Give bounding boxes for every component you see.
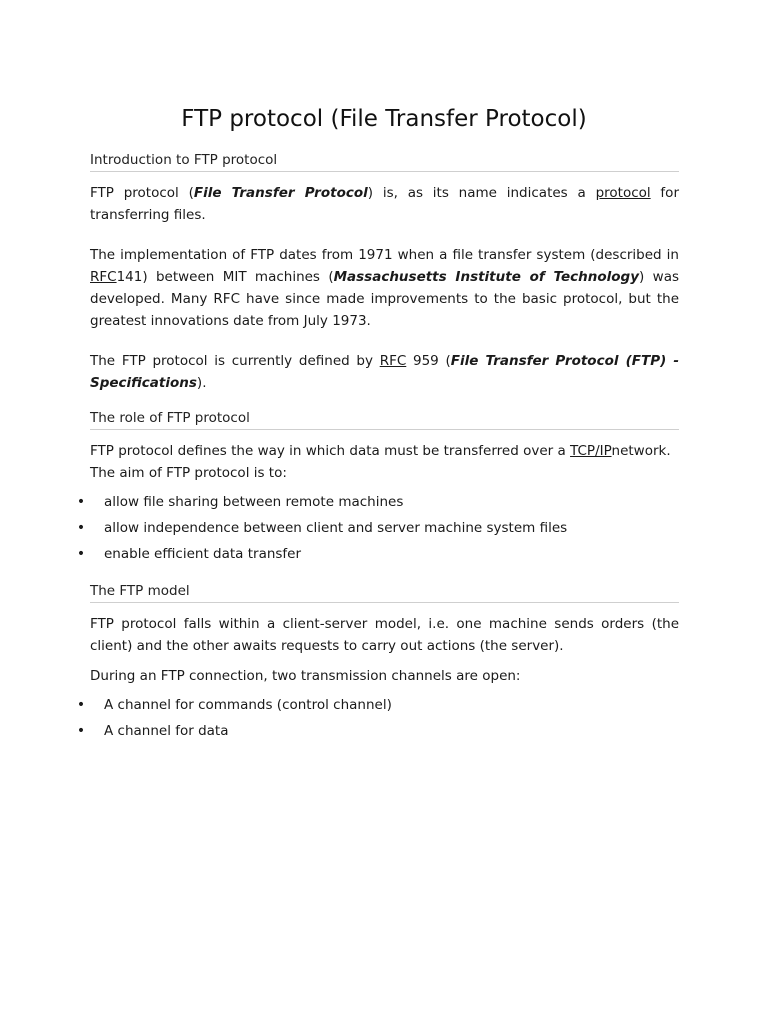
list-item-text: allow independence between client and server machine system files [104, 520, 568, 536]
text-run: The implementation of FTP dates from 1971 when a file transfer system (described in [90, 247, 679, 263]
section-heading-model: The FTP model [90, 581, 679, 603]
text-run: ) was developed. Many RFC have since made improvements to the basic protocol, but the greatest innovations date from July 1973. [90, 269, 679, 329]
text-run: for transferring files. [90, 185, 679, 223]
bullet-icon: • [76, 494, 86, 510]
channels-list [76, 692, 679, 744]
bullet-icon: • [76, 697, 86, 713]
document-body [76, 150, 679, 758]
text-run: 959 ( [406, 353, 451, 369]
text-run: ) is, as its name indicates a [367, 185, 596, 201]
paragraph-intro-rfc959 [90, 350, 679, 394]
bullet-icon: • [76, 546, 86, 562]
protocol-link[interactable]: protocol [595, 185, 651, 201]
emphasis-text: File Transfer Protocol (FTP) - Specifications [90, 353, 679, 391]
paragraph-model: FTP protocol falls within a client-server model, i.e. one machine sends orders (the client) and the other awaits requests to carry out actions (the server). [90, 616, 679, 654]
bullet-icon: • [76, 520, 86, 536]
list-item [76, 718, 679, 744]
section-heading-introduction: Introduction to FTP protocol [90, 150, 679, 172]
paragraph-role [90, 440, 679, 484]
list-item-text: A channel for data [104, 723, 229, 739]
text-run: FTP protocol ( [90, 185, 194, 201]
paragraph-channels: During an FTP connection, two transmission channels are open: [90, 668, 521, 684]
list-item [76, 692, 679, 718]
list-item-text: allow file sharing between remote machines [104, 494, 404, 510]
text-run: network. The aim of FTP protocol is to: [90, 443, 671, 481]
paragraph-intro-history [90, 244, 679, 332]
rfc-link[interactable]: RFC [90, 269, 117, 285]
role-list [76, 489, 679, 567]
emphasis-text: Massachusetts Institute of Technology [333, 269, 640, 285]
text-run: The FTP protocol is currently defined by [90, 353, 380, 369]
list-item-text: A channel for commands (control channel) [104, 697, 392, 713]
paragraph-intro-definition [90, 182, 679, 226]
list-item [76, 541, 679, 567]
text-run: FTP protocol defines the way in which data must be transferred over a [90, 443, 571, 459]
list-item [76, 489, 679, 515]
section-heading-role: The role of FTP protocol [90, 408, 679, 430]
rfc-link[interactable]: RFC [379, 353, 407, 369]
text-run: 141) between MIT machines ( [116, 269, 334, 285]
emphasis-text: File Transfer Protocol [193, 185, 368, 201]
text-run: ). [196, 375, 207, 391]
tcp-ip-link[interactable]: TCP/IP [570, 443, 612, 459]
list-item-text: enable efficient data transfer [104, 546, 302, 562]
list-item [76, 515, 679, 541]
bullet-icon: • [76, 723, 86, 739]
page-title: FTP protocol (File Transfer Protocol) [181, 106, 587, 132]
